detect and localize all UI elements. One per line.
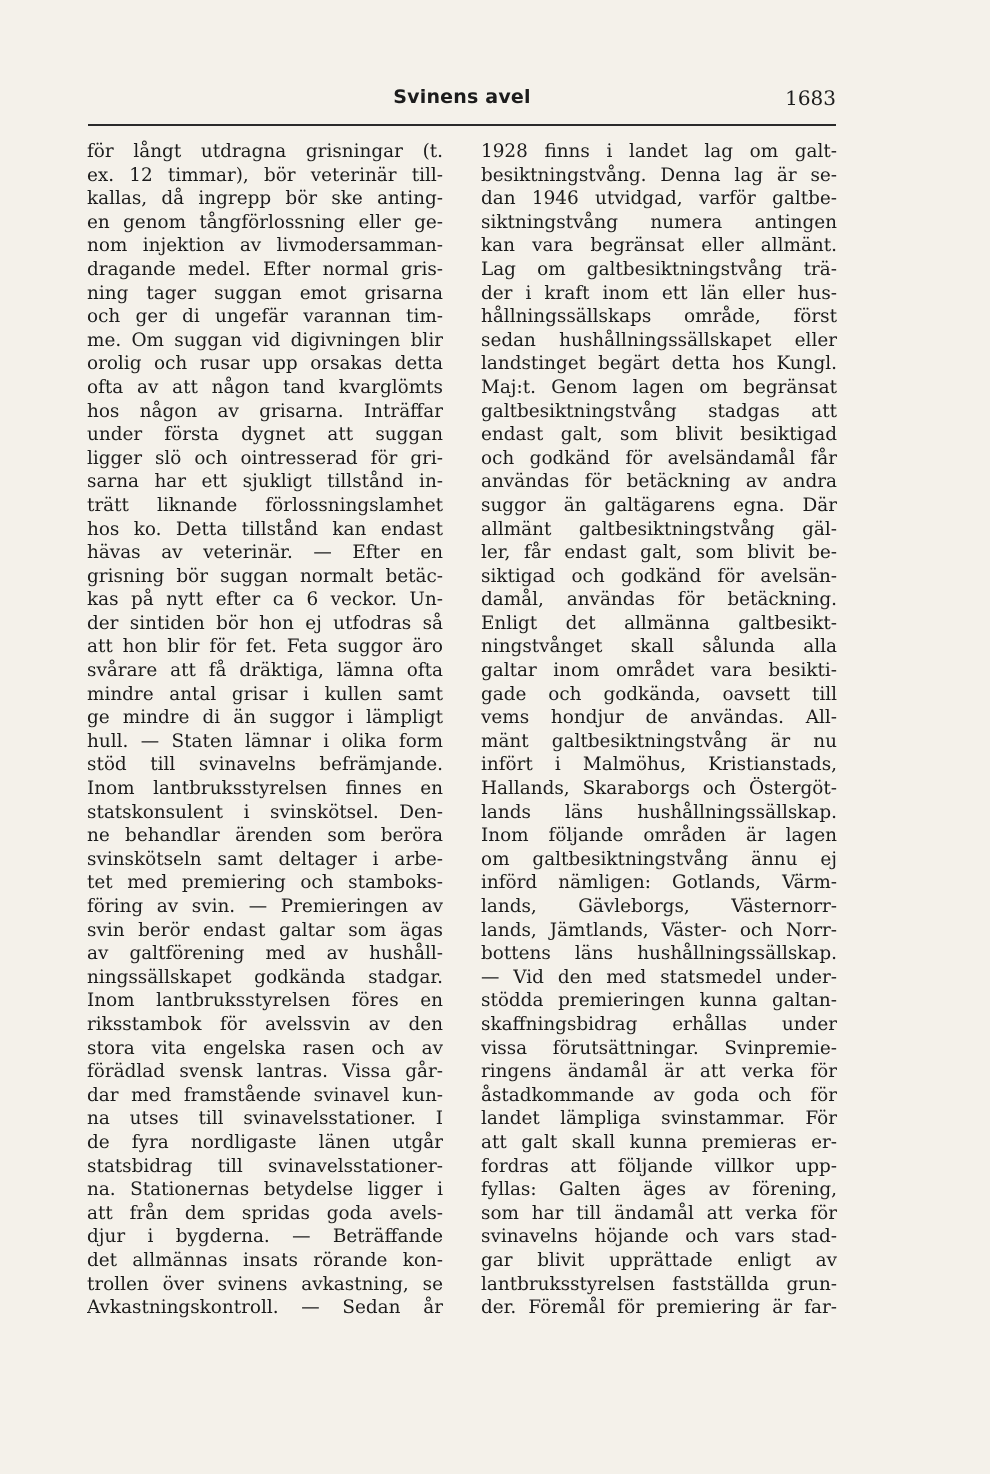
text-line: ex. 12 timmar), bör veterinär till- [87, 164, 443, 186]
text-line: nom injektion av livmodersamman- [87, 235, 443, 257]
text-line: svårare att få dräktiga, lämna ofta [87, 660, 443, 682]
text-line: siktningstvång numera antingen [481, 211, 837, 233]
text-line: Enligt det allmänna galtbesikt- [481, 612, 837, 634]
text-line: ne behandlar ärenden som beröra [87, 825, 443, 847]
text-line: kas på nytt efter ca 6 veckor. Un- [87, 589, 443, 611]
text-line: införd nämligen: Gotlands, Värm- [481, 872, 837, 894]
text-line: lands, Gävleborgs, Västernorr- [481, 896, 837, 917]
text-line: förädlad svensk lantras. Vissa går- [87, 1061, 443, 1083]
text-line: användas för betäckning av andra [481, 471, 837, 493]
text-line: de fyra nordligaste länen utgår [87, 1131, 443, 1153]
text-line: na utses till svinavelsstationer. I [87, 1108, 443, 1130]
text-line: djur i bygderna. — Beträffande [87, 1226, 443, 1248]
text-line: Inom följande områden är lagen [481, 825, 837, 847]
text-line: stödda premieringen kunna galtan- [481, 990, 837, 1012]
text-line: grisning bör suggan normalt betäc- [87, 565, 443, 587]
text-line: siktigad och godkänd för avelsän- [481, 565, 837, 587]
text-line: statskonsulent i svinskötsel. Den- [87, 801, 443, 823]
text-line: en genom tångförlossning eller ge- [87, 211, 443, 233]
text-line: svin berör endast galtar som ägas [87, 919, 443, 941]
text-line: att galt skall kunna premieras er- [481, 1131, 837, 1153]
text-line: lantbruksstyrelsen fastställda grun- [481, 1273, 837, 1295]
text-line: av galtförening med av hushåll- [87, 943, 443, 965]
text-line: som har till ändamål att verka för [481, 1202, 837, 1224]
text-line: trätt liknande förlossningslamhet [87, 494, 443, 516]
text-line: ringens ändamål är att verka för [481, 1061, 837, 1083]
text-line: allmänt galtbesiktningstvång gäl- [481, 518, 837, 540]
text-line: Avkastningskontroll. — Sedan år [87, 1297, 443, 1319]
text-line: dragande medel. Efter normal gris- [87, 258, 443, 280]
text-line: skaffningsbidrag erhållas under [481, 1013, 837, 1035]
text-line: och ger di ungefär varannan tim- [87, 306, 443, 328]
text-line: riksstambok för avelssvin av den [87, 1013, 443, 1035]
page-number: 1683 [785, 86, 836, 110]
text-line: me. Om suggan vid digivningen blir [87, 329, 443, 351]
text-line: ning tager suggan emot grisarna [87, 282, 443, 304]
text-line: stöd till svinavelns befrämjande. [87, 754, 443, 776]
text-line: föring av svin. — Premieringen av [87, 896, 443, 917]
header-rule [88, 124, 836, 126]
text-line: vissa förutsättningar. Svinpremie- [481, 1037, 837, 1059]
text-line: vems hondjur de användas. All- [481, 707, 837, 729]
text-line: stora vita engelska rasen och av [87, 1037, 443, 1059]
text-line: Maj:t. Genom lagen om begränsat [481, 376, 837, 398]
text-line: och godkänd för avelsändamål får [481, 447, 837, 469]
text-line: ningstvånget skall sålunda alla [481, 636, 837, 658]
text-line: trollen över svinens avkastning, se [87, 1273, 443, 1295]
text-line: Hallands, Skaraborgs och Östergöt- [481, 778, 837, 800]
text-line: tet med premiering och stamboks- [87, 872, 443, 894]
text-line: fordras att följande villkor upp- [481, 1155, 837, 1177]
text-line: ler, får endast galt, som blivit be- [481, 542, 837, 564]
text-line: der i kraft inom ett län eller hus- [481, 282, 837, 304]
text-line: der. Föremål för premiering är far- [481, 1297, 837, 1319]
text-line: gade och godkända, oavsett till [481, 683, 837, 705]
text-line: kan vara begränsat eller allmänt. [481, 235, 837, 257]
text-line: hos ko. Detta tillstånd kan endast [87, 518, 443, 540]
text-line: 1928 finns i landet lag om galt- [481, 141, 837, 162]
text-line: hävas av veterinär. — Efter en [87, 542, 443, 564]
text-line: dar med framstående svinavel kun- [87, 1084, 443, 1106]
text-line: lands läns hushållningssällskap. [481, 801, 837, 823]
text-line: damål, användas för betäckning. [481, 589, 837, 611]
text-line: dan 1946 utvidgad, varför galtbe- [481, 188, 837, 210]
text-line: lands, Jämtlands, Väster- och Norr- [481, 919, 837, 941]
text-line: bottens läns hushållningssällskap. [481, 943, 837, 965]
text-line: landstinget begärt detta hos Kungl. [481, 353, 837, 375]
text-line: åstadkommande av goda och för [481, 1084, 837, 1106]
text-line: landet lämpliga svinstammar. För [481, 1108, 837, 1130]
text-line: mindre antal grisar i kullen samt [87, 683, 443, 705]
text-line: der sintiden bör hon ej utfodras så [87, 612, 443, 634]
text-line: mänt galtbesiktningstvång är nu [481, 730, 837, 752]
text-line: infört i Malmöhus, Kristianstads, [481, 754, 837, 776]
text-line: Inom lantbruksstyrelsen föres en [87, 990, 443, 1012]
text-line: besiktningstvång. Denna lag är se- [481, 164, 837, 186]
text-line: om galtbesiktningstvång ännu ej [481, 848, 837, 870]
text-line: na. Stationernas betydelse ligger i [87, 1179, 443, 1201]
text-line: galtar inom området vara besikti- [481, 660, 837, 682]
text-line: orolig och rusar upp orsakas detta [87, 353, 443, 375]
text-line: sedan hushållningssällskapet eller [481, 329, 837, 351]
text-line: ofta av att någon tand kvarglömts [87, 376, 443, 398]
text-line: svinskötseln samt deltager i arbe- [87, 848, 443, 870]
running-head [88, 86, 836, 120]
text-line: att från dem spridas goda avels- [87, 1202, 443, 1224]
text-line: Lag om galtbesiktningstvång trä- [481, 258, 837, 280]
text-line: under första dygnet att suggan [87, 424, 443, 446]
section-title: Svinens avel [393, 86, 531, 108]
text-line: att hon blir för fet. Feta suggor äro [87, 636, 443, 658]
text-line: ge mindre di än suggor i lämpligt [87, 707, 443, 729]
text-line: hull. — Staten lämnar i olika form [87, 730, 443, 752]
right-column [481, 140, 837, 1320]
left-column [87, 140, 443, 1320]
text-line: kallas, då ingrepp bör ske anting- [87, 188, 443, 210]
text-line: svinavelns höjande och vars stad- [481, 1226, 837, 1248]
text-line: ligger slö och ointresserad för gri- [87, 447, 443, 469]
text-line: Inom lantbruksstyrelsen finnes en [87, 778, 443, 800]
text-line: galtbesiktningstvång stadgas att [481, 400, 837, 422]
text-line: för långt utdragna grisningar (t. [87, 141, 443, 162]
text-line: statsbidrag till svinavelsstationer- [87, 1155, 443, 1177]
text-line: hållningssällskaps område, först [481, 306, 837, 328]
text-line: hos någon av grisarna. Inträffar [87, 400, 443, 422]
text-line: — Vid den med statsmedel under- [481, 966, 837, 988]
text-line: fyllas: Galten äges av förening, [481, 1179, 837, 1201]
text-line: endast galt, som blivit besiktigad [481, 424, 837, 446]
text-line: suggor än galtägarens egna. Där [481, 494, 837, 516]
text-line: gar blivit upprättade enligt av [481, 1249, 837, 1271]
text-line: det allmännas insats rörande kon- [87, 1249, 443, 1271]
text-line: sarna har ett sjukligt tillstånd in- [87, 471, 443, 493]
text-line: ningssällskapet godkända stadgar. [87, 966, 443, 988]
